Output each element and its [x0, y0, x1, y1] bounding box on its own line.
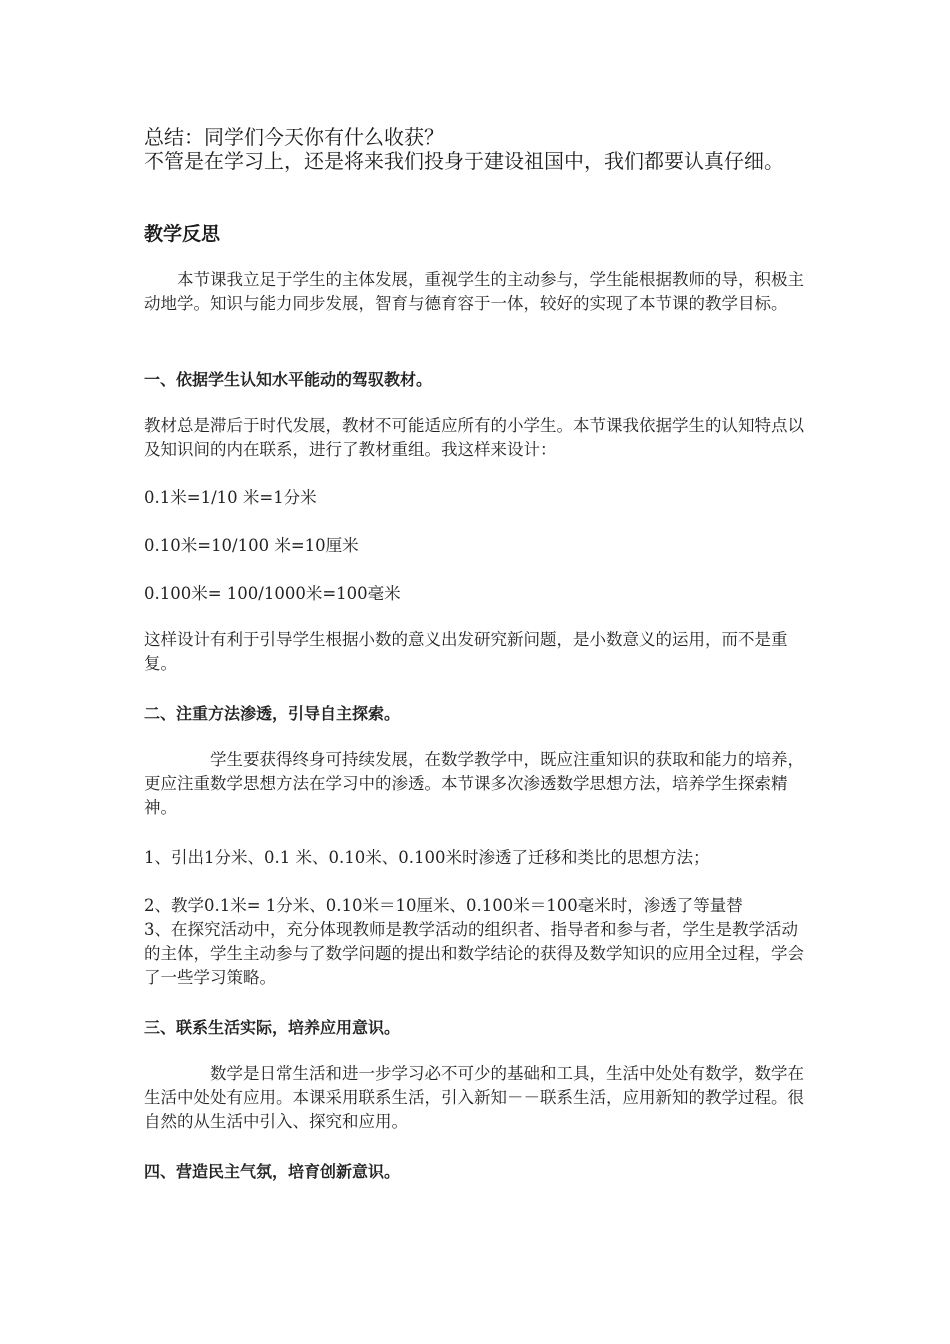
heading-one: 一、依据学生认知水平能动的驾驭教材。	[144, 370, 433, 389]
heading-two: 二、注重方法渗透，引导自主探索。	[144, 704, 401, 723]
equation-centimeter: 0.10米=10/100 米=10厘米	[144, 536, 359, 555]
list-item-2: 2、教学0.1米= 1分米、0.10米＝10厘米、0.100米＝100毫米时，渗透了等量替	[144, 896, 743, 915]
equation-millimeter: 0.100米= 100/1000米=100毫米	[144, 584, 401, 603]
heading-four: 四、营造民主气氛，培育创新意识。	[144, 1162, 401, 1181]
summary-body: 不管是在学习上，还是将来我们投身于建设祖国中，我们都要认真仔细。	[144, 149, 784, 173]
list-item-1: 1、引出1分米、0.1 米、0.10米、0.100米时渗透了迁移和类比的思想方法；	[144, 848, 710, 867]
paragraph-life: 数学是日常生活和进一步学习必不可少的基础和工具，生活中处处有数学，数学在生活中处处有应用。本课采用联系生活，引入新知－－联系生活，应用新知的教学过程。很自然的从生活中引入、探究和应用。	[144, 1064, 804, 1131]
section-title: 教学反思	[144, 223, 221, 245]
equation-decimeter: 0.1米=1/10 米=1分米	[144, 488, 317, 507]
paragraph-materials: 教材总是滞后于时代发展，教材不可能适应所有的小学生。本节课我依据学生的认知特点以及知识间的内在联系，进行了教材重组。我这样来设计：	[144, 416, 804, 459]
paragraph-methods: 学生要获得终身可持续发展，在数学教学中，既应注重知识的获取和能力的培养，更应注重数学思想方法在学习中的渗透。本节课多次渗透数学思想方法，培养学生探索精神。	[144, 750, 804, 817]
heading-three: 三、联系生活实际，培养应用意识。	[144, 1018, 401, 1037]
paragraph-design: 这样设计有利于引导学生根据小数的意义出发研究新问题，是小数意义的运用，而不是重复。	[144, 630, 788, 673]
intro-paragraph: 本节课我立足于学生的主体发展，重视学生的主动参与，学生能根据教师的导，积极主动地学。知识与能力同步发展，智育与德育容于一体，较好的实现了本节课的教学目标。	[144, 270, 804, 313]
summary-line: 总结：同学们今天你有什么收获？	[144, 125, 444, 149]
list-item-3: 3、在探究活动中，充分体现教师是教学活动的组织者、指导者和参与者，学生是教学活动的主体，学生主动参与了数学问题的提出和数学结论的获得及数学知识的应用全过程，学会了一些学习策略。	[144, 920, 804, 987]
